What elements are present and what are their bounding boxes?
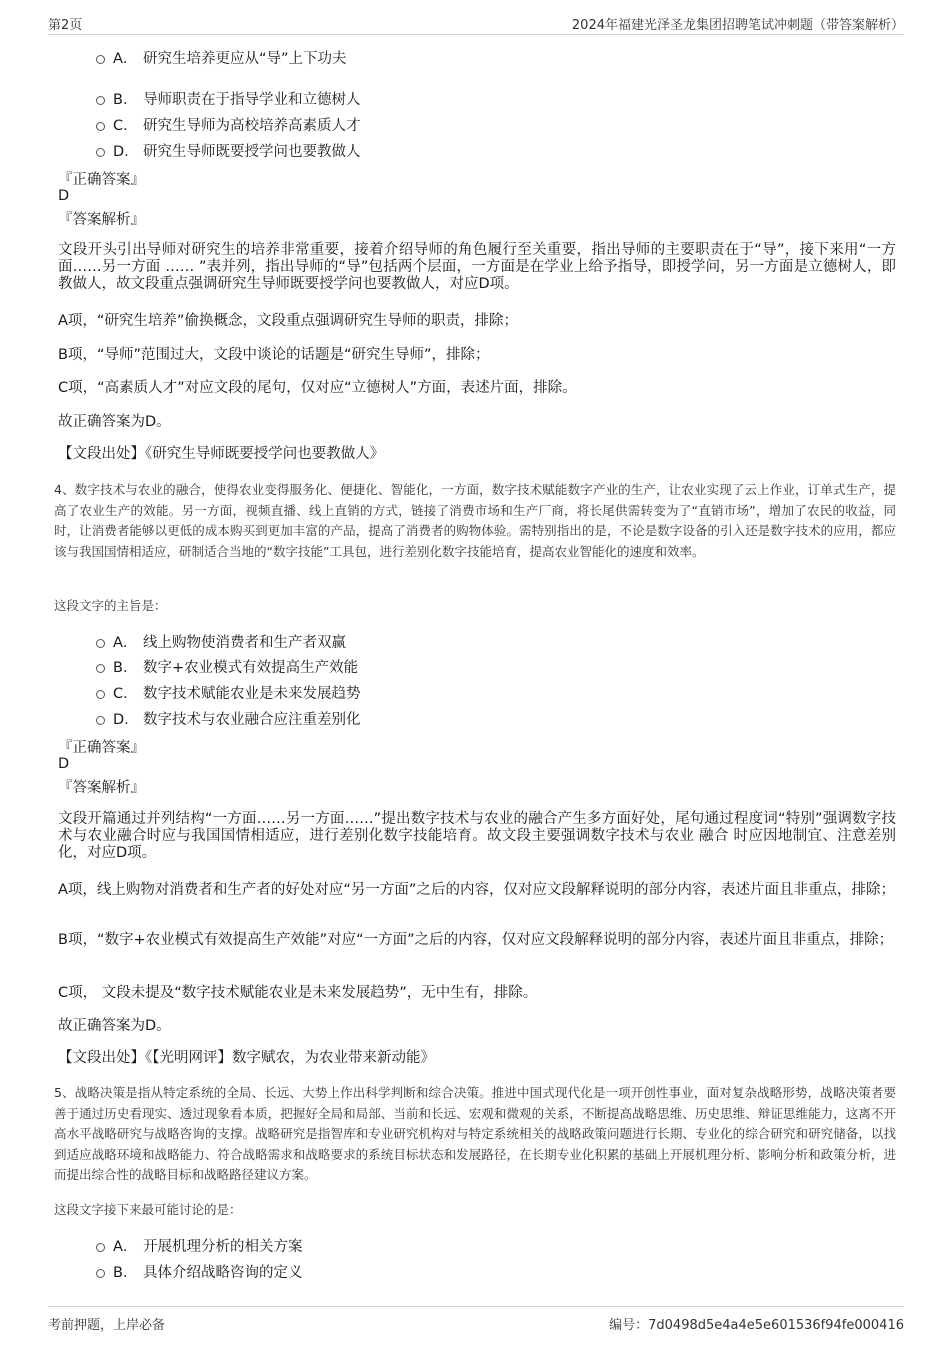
option-letter: C． xyxy=(113,685,138,702)
option-letter: A． xyxy=(113,634,138,651)
radio-icon[interactable] xyxy=(96,716,105,725)
q3-answer-label: 『正确答案』 xyxy=(58,172,145,188)
option-text: 线上购物使消费者和生产者双赢 xyxy=(143,634,346,651)
radio-icon[interactable] xyxy=(96,690,105,699)
option-text: 研究生导师为高校培养高素质人才 xyxy=(143,117,361,134)
q3-answer: D xyxy=(58,188,70,204)
q4-analysis-label: 『答案解析』 xyxy=(58,780,145,796)
option-letter: A． xyxy=(113,1238,138,1255)
option-letter: B． xyxy=(113,1264,138,1281)
option-text: 研究生导师既要授学问也要教做人 xyxy=(143,143,361,160)
q4-option-c[interactable] xyxy=(96,681,361,703)
page-header xyxy=(48,12,904,35)
q3-analysis-b: B项，“导师”范围过大，文段中谈论的话题是“研究生导师”，排除； xyxy=(58,347,490,363)
q4-analysis-main: 文段开篇通过并列结构“一方面……另一方面……”提出数字技术与农业的融合产生多方面好处，尾句通过程度词“特别”强调数字技术与农业融合时应与我国国情相适应，进行差别化数字技能培育。故文段主要强调数字技术与农业 融合 时应因地制宜、注意差别化，对应D项。 xyxy=(58,811,896,861)
radio-icon[interactable] xyxy=(96,55,105,64)
radio-icon[interactable] xyxy=(96,148,105,157)
q4-option-d[interactable] xyxy=(96,707,361,729)
option-letter: B． xyxy=(113,91,138,108)
q5-prompt: 这段文字接下来最可能讨论的是： xyxy=(54,1202,242,1217)
q3-option-b[interactable] xyxy=(96,87,361,109)
option-letter: C． xyxy=(113,117,138,134)
q4-source: 【文段出处】《【光明网评】数字赋农，为农业带来新动能》 xyxy=(58,1050,435,1066)
q5-option-a[interactable] xyxy=(96,1234,303,1256)
option-text: 数字技术与农业融合应注重差别化 xyxy=(143,711,361,728)
option-text: 数字+农业模式有效提高生产效能 xyxy=(143,659,359,676)
q3-analysis-a: A项，“研究生培养”偷换概念，文段重点强调研究生导师的职责，排除； xyxy=(58,313,518,329)
option-text: 数字技术赋能农业是未来发展趋势 xyxy=(143,685,361,702)
q4-question: 4、数字技术与农业的融合，使得农业变得服务化、便捷化、智能化，一方面，数字技术赋能数字产业的生产，让农业实现了云上作业，订单式生产，提高了农业生产的效能。另一方面，视频直播、线上直销的方式，链接了消费市场和生产厂商，将长尾供需转变为了“直销市场”，增加了农民的收益，同时，让消费者能够以更低的成本购买到更加丰富的产品，提高了消费者的购物体验。需特别指出的是，不论是数字设备的引入还是数字技术的应用，都应该与我国国情相适应，研制适合当地的“数字技能”工具包，进行差别化数字技能培育，提高农业智能化的速度和效率。 xyxy=(54,482,896,559)
q3-analysis-c: C项，“高素质人才”对应文段的尾句，仅对应“立德树人”方面，表述片面，排除。 xyxy=(58,380,577,396)
option-letter: A． xyxy=(113,50,138,67)
option-letter: D． xyxy=(113,711,139,728)
radio-icon[interactable] xyxy=(96,639,105,648)
q3-conclusion: 故正确答案为D。 xyxy=(58,414,171,430)
radio-icon[interactable] xyxy=(96,664,105,673)
q4-answer-label: 『正确答案』 xyxy=(58,740,145,756)
radio-icon[interactable] xyxy=(96,96,105,105)
q3-analysis-label: 『答案解析』 xyxy=(58,212,145,228)
radio-icon[interactable] xyxy=(96,1243,105,1252)
q4-prompt: 这段文字的主旨是： xyxy=(54,598,167,613)
option-text: 导师职责在于指导学业和立德树人 xyxy=(143,91,361,108)
option-text: 开展机理分析的相关方案 xyxy=(143,1238,303,1255)
q4-analysis-b: B项，“数字+农业模式有效提高生产效能”对应“一方面”之后的内容，仅对应文段解释说明的部分内容，表述片面且非重点，排除； xyxy=(58,932,894,948)
q4-option-a[interactable] xyxy=(96,630,346,652)
q3-source: 【文段出处】《研究生导师既要授学问也要教做人》 xyxy=(58,446,385,462)
q5-question: 5、战略决策是指从特定系统的全局、长远、大势上作出科学判断和综合决策。推进中国式现代化是一项开创性事业，面对复杂战略形势，战略决策者要善于通过历史看现实、透过现象看本质，把握好全局和局部、当前和长远、宏观和微观的关系，不断提高战略思维、历史思维、辩证思维能力，这离不开高水平战略研究与战略咨询的支撑。战略研究是指智库和专业研究机构对与特定系统相关的战略政策问题进行长期、专业化的综合研究和研究储备，以找到适应战略环境和战略能力、符合战略需求和战略要求的系统目标状态和发展路径，在长期专业化积累的基础上开展机理分析、影响分析和政策分析，进而提出综合性的战略目标和战略路径建议方案。 xyxy=(54,1085,896,1182)
page-number: 第2页 xyxy=(48,18,83,33)
q3-analysis-main: 文段开头引出导师对研究生的培养非常重要，接着介绍导师的角色履行至关重要，指出导师的主要职责在于“导”，接下来用“一方面……另一方面 …… ”表并列，指出导师的“导”包括两个层面，一方面是在学业上给予指导，即授学问，另一方面是立德树人，即教做人，故文段重点强调研究生导师既要授学问也要教做人，对应D项。 xyxy=(58,242,896,292)
q3-option-a[interactable] xyxy=(96,46,347,68)
q5-option-b[interactable] xyxy=(96,1260,303,1282)
q4-analysis-a: A项，线上购物对消费者和生产者的好处对应“另一方面”之后的内容，仅对应文段解释说明的部分内容，表述片面且非重点，排除； xyxy=(58,882,895,898)
q4-answer: D xyxy=(58,756,70,772)
radio-icon[interactable] xyxy=(96,1269,105,1278)
q4-conclusion: 故正确答案为D。 xyxy=(58,1018,171,1034)
q3-option-d[interactable] xyxy=(96,139,361,161)
option-letter: D． xyxy=(113,143,139,160)
option-text: 具体介绍战略咨询的定义 xyxy=(143,1264,303,1281)
option-letter: B． xyxy=(113,659,138,676)
option-text: 研究生培养更应从“导”上下功夫 xyxy=(143,50,347,67)
q4-option-b[interactable] xyxy=(96,655,358,677)
q4-analysis-c: C项， 文段未提及“数字技术赋能农业是未来发展趋势”，无中生有，排除。 xyxy=(58,985,538,1001)
q3-option-c[interactable] xyxy=(96,113,361,135)
radio-icon[interactable] xyxy=(96,122,105,131)
footer-slogan: 考前押题，上岸必备 xyxy=(48,1318,166,1333)
document-id: 编号：7d0498d5e4a4e5e601536f94fe000416 xyxy=(609,1318,904,1333)
document-title: 2024年福建光泽圣龙集团招聘笔试冲刺题（带答案解析） xyxy=(571,18,904,33)
page-footer xyxy=(48,1306,904,1337)
